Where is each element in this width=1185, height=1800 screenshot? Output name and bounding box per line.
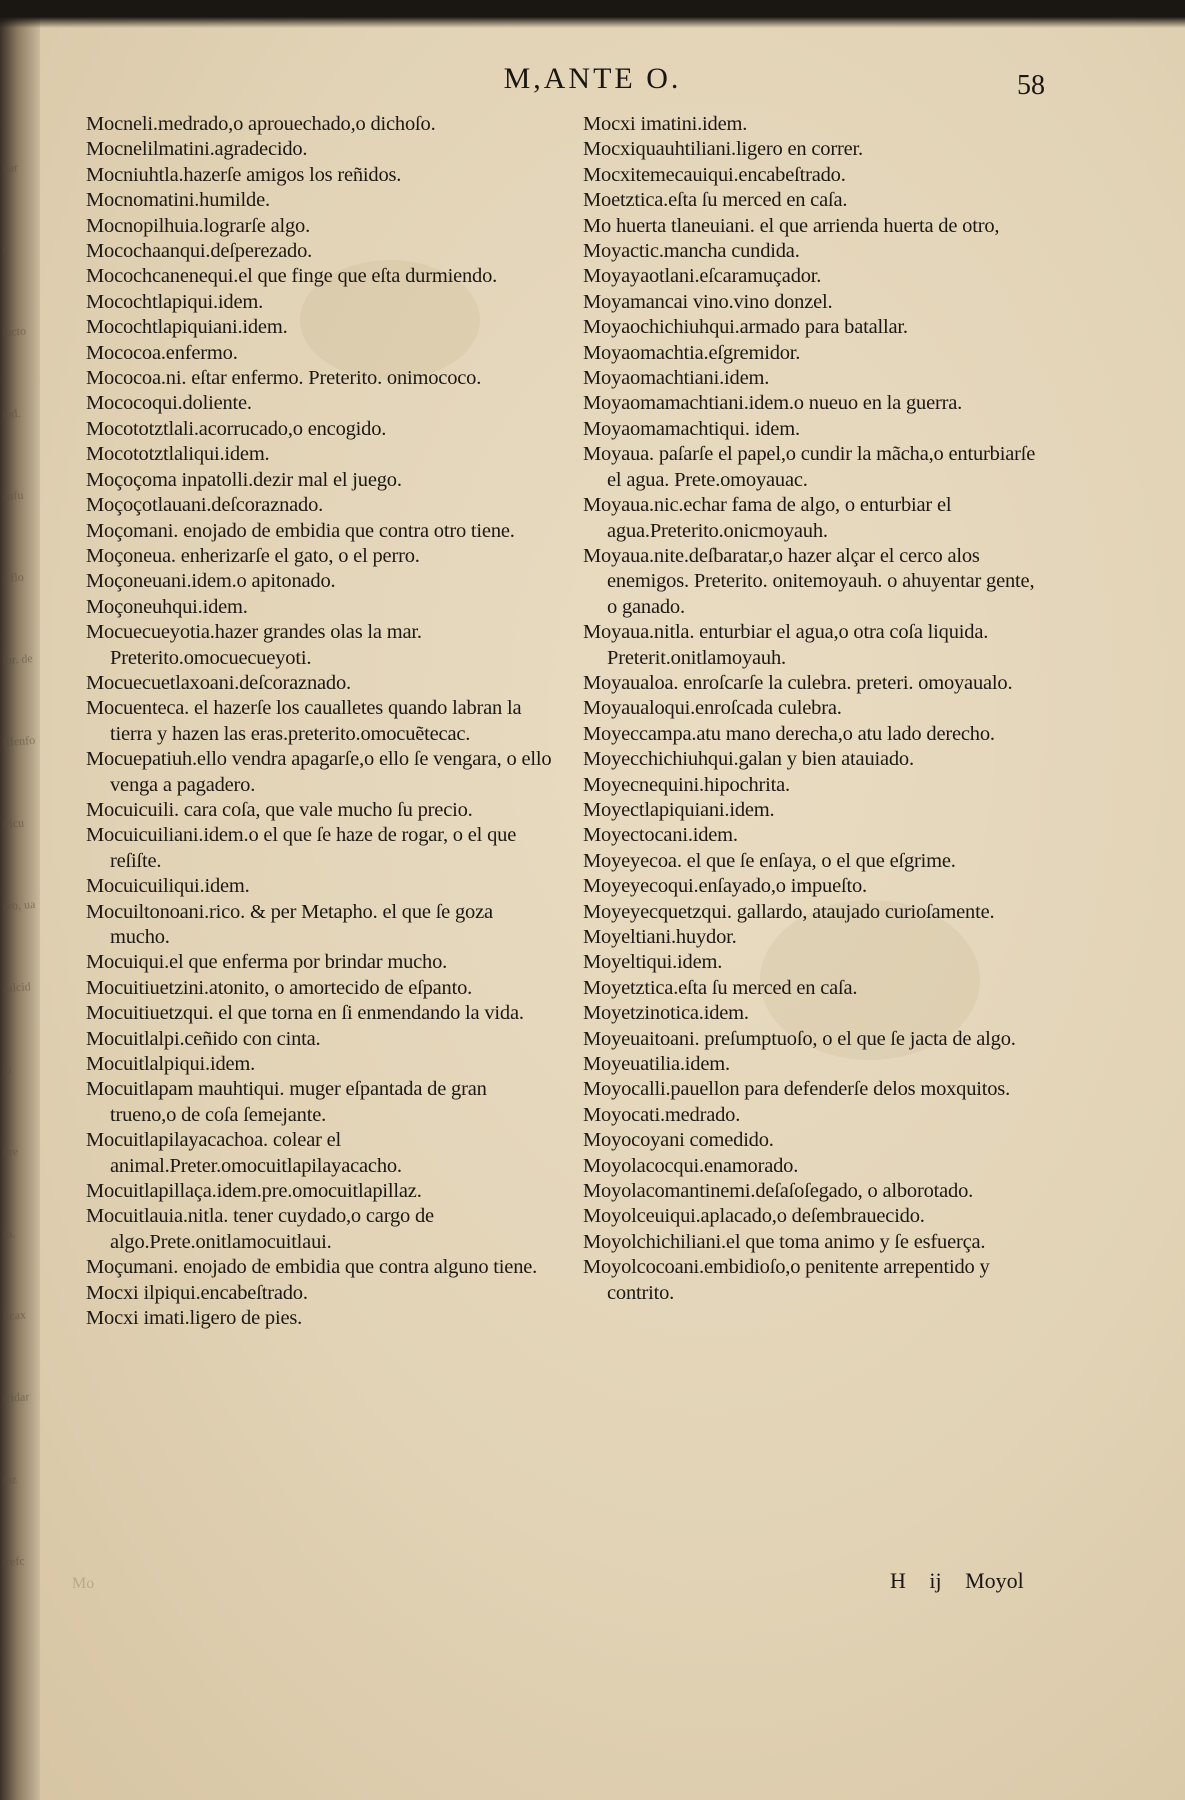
dictionary-entry: Moyeyecoa. el que ſe enſaya, o el que eſgrime. <box>583 849 956 872</box>
dictionary-entry: Moyactic.mancha cundida. <box>583 240 800 263</box>
margin-note: tcidar <box>1 1389 30 1406</box>
bleed-through-text: Mo <box>72 1575 95 1592</box>
dictionary-entry: Moyaomamachtiani.idem.o nueuo en la guerra. <box>583 392 963 415</box>
dictionary-entry: Mocototztlaliqui.idem. <box>86 443 270 466</box>
dictionary-entry: Mocuitlapillaça.idem.pre.omocuitlapillaz. <box>86 1180 422 1203</box>
dictionary-entry: Moyaualoa. enroſcarſe la culebra. preteri. omoyaualo. <box>583 671 1013 694</box>
dictionary-entry: Moyaomamachtiqui. idem. <box>583 417 800 440</box>
dictionary-entry: Moyaualoqui.enroſcada culebra. <box>583 697 842 720</box>
dictionary-entry: Moyeyecquetzqui. gallardo, ataujado curioſamente. <box>583 900 995 923</box>
dictionary-entry: Mocuitlapam mauhtiqui. muger eſpantada de gran trueno,o de coſa ſemejante. <box>86 1078 487 1126</box>
dictionary-entry: Moyayaotlani.eſcaramuçador. <box>583 265 822 288</box>
margin-note: Pre <box>1 1144 19 1160</box>
dictionary-entry: Moyolchichiliani.el que toma animo y ſe esfuerça. <box>583 1230 986 1253</box>
dictionary-entry: Moyolcocoani.embidioſo,o penitente arrepentido y contrito. <box>583 1256 990 1304</box>
margin-note: ficax <box>1 1307 27 1324</box>
dictionary-entry: Moyeltiqui.idem. <box>583 951 723 974</box>
dictionary-entry: Mocuenteca. el hazerſe los caualletes quando labran la tierra y hazen las eras.preterito.omocuẽtecac. <box>86 697 522 745</box>
margin-note: a flo <box>1 569 25 586</box>
margin-note: facto <box>1 323 27 340</box>
dictionary-entry: Moyamancai vino.vino donzel. <box>583 290 833 313</box>
running-head: M,ANTE O. <box>503 62 682 95</box>
dictionary-entry: Moyocalli.pauellon para defenderſe delos moxquitos. <box>583 1078 1011 1101</box>
left-column <box>86 112 556 1332</box>
dictionary-entry: Moyaua. paſarſe el papel,o cundir la mãcha,o enturbiarſe el agua. Prete.omoyauac. <box>583 443 1036 491</box>
dictionary-entry: Moyetztica.eſta ſu merced en caſa. <box>583 976 858 999</box>
dictionary-entry: Moyaua.nic.echar fama de algo, o enturbiar el agua.Preterito.onicmoyauh. <box>583 494 952 542</box>
dictionary-entry: Mocuitlalpi.ceñido con cinta. <box>86 1027 321 1050</box>
dictionary-entry: Moçoneuani.idem.o apitonado. <box>86 570 336 593</box>
dictionary-entry: Moyetzinotica.idem. <box>583 1002 749 1025</box>
dictionary-entry: Mocuitiuetzqui. el que torna en ſi enmendando la vida. <box>86 1002 524 1025</box>
margin-note: tricu <box>1 815 25 832</box>
dictionary-entry: Mocuepatiuh.ello vendra apagarſe,o ello ſe vengara, o ello venga a pagadero. <box>86 748 552 796</box>
dictionary-entry: Mocuecueyotia.hazer grandes olas la mar. Preterito.omocuecueyoti. <box>86 621 422 669</box>
right-column <box>583 112 1048 1306</box>
margin-note: enfu <box>1 487 24 504</box>
dictionary-entry: Moyolacomantinemi.deſaſoſegado, o alborotado. <box>583 1180 974 1203</box>
margin-note: fur. de <box>1 651 34 668</box>
dictionary-entry: Mocochtlapiqui.idem. <box>86 290 264 313</box>
dictionary-entry: Mocuitlauia.nitla. tener cuydado,o cargo de algo.Prete.onitlamocuitlaui. <box>86 1205 434 1253</box>
margin-notes <box>2 160 36 1640</box>
dictionary-entry: Mococoa.enfermo. <box>86 341 238 364</box>
dictionary-entry: Mocxi imati.ligero de pies. <box>86 1307 303 1330</box>
dictionary-entry: Mocochaanqui.deſperezado. <box>86 240 313 263</box>
margin-note: Iffenfo <box>1 732 36 750</box>
dictionary-entry: Mocuicuili. cara coſa, que vale mucho ſu precio. <box>86 798 473 821</box>
dictionary-entry: Mocxiquauhtiliani.ligero en correr. <box>583 138 863 161</box>
dictionary-entry: Moyaomachtiani.idem. <box>583 367 770 390</box>
page-top-edge <box>0 0 1185 28</box>
dictionary-entry: Mococoqui.doliente. <box>86 392 252 415</box>
dictionary-entry: Mocnomatini.humilde. <box>86 189 270 212</box>
dictionary-entry: Mocuicuiliani.idem.o el que ſe haze de rogar, o el que reſiſte. <box>86 824 517 872</box>
dictionary-entry: Mocniuhtla.hazerſe amigos los reñidos. <box>86 163 402 186</box>
footer-catchwords <box>890 1568 1040 1594</box>
dictionary-entry: Moyectlapiquiani.idem. <box>583 798 775 821</box>
dictionary-entry: Moyocati.medrado. <box>583 1103 741 1126</box>
dictionary-entry: Mocuicuiliqui.idem. <box>86 875 250 898</box>
dictionary-entry: Mocuitlapilayacachoa. colear el animal.Preter.omocuitlapilayacacho. <box>86 1129 402 1177</box>
dictionary-entry: Moyeccampa.atu mano derecha,o atu lado derecho. <box>583 722 995 745</box>
signature-mark: H ij <box>890 1568 942 1593</box>
margin-note: tud. <box>1 405 21 422</box>
dictionary-entry: Mococoa.ni. eſtar enfermo. Preterito. onimococo. <box>86 367 482 390</box>
dictionary-entry: Moyecnequini.hipochrita. <box>583 773 790 796</box>
dictionary-entry: Moçoneua. enherizarſe el gato, o el perro. <box>86 544 420 567</box>
dictionary-entry: Moyocoyani comedido. <box>583 1129 774 1152</box>
dictionary-entry: Moyeuatilia.idem. <box>583 1053 730 1076</box>
margin-note: nro, ua <box>1 896 36 914</box>
dictionary-entry: Moyeyecoqui.enſayado,o impueſto. <box>583 875 867 898</box>
dictionary-entry: Mocxitemecauiqui.encabeſtrado. <box>583 163 846 186</box>
dictionary-entry: Moçoçoma inpatolli.dezir mal el juego. <box>86 468 402 491</box>
margin-note: calcid <box>1 979 32 996</box>
dictionary-entry: Mocuiltonoani.rico. & per Metapho. el que ſe goza mucho. <box>86 900 493 948</box>
dictionary-entry: Mocnopilhuia.lograrſe algo. <box>86 214 311 237</box>
dictionary-entry: Mocototztlali.acorrucado,o encogido. <box>86 417 387 440</box>
dictionary-entry: Moçumani. enojado de embidia que contra alguno tiene. <box>86 1256 538 1279</box>
dictionary-entry: Moyaua.nite.deſbaratar,o hazer alçar el cerco alos enemigos. Preterito. onitemoyauh. o ahuyentar gente, o ganado. <box>583 544 1035 618</box>
dictionary-entry: Mocochcanenequi.el que finge que eſta durmiendo. <box>86 265 498 288</box>
margin-note: rrefc <box>1 1553 26 1570</box>
dictionary-entry: Moçomani. enojado de embidia que contra otro tiene. <box>86 519 515 542</box>
dictionary-entry: Moyolacocqui.enamorado. <box>583 1154 799 1177</box>
dictionary-entry: Moyeltiani.huydor. <box>583 926 737 948</box>
dictionary-entry: Mocuiqui.el que enferma por brindar mucho. <box>86 951 448 974</box>
dictionary-entry: Moyaochichiuhqui.armado para batallar. <box>583 316 908 339</box>
dictionary-entry: Moyaua.nitla. enturbiar el agua,o otra coſa liquida. Preterit.onitlamoyauh. <box>583 621 989 669</box>
dictionary-entry: Moyectocani.idem. <box>583 824 738 847</box>
dictionary-entry: Mocneli.medrado,o aprouechado,o dichoſo. <box>86 113 436 135</box>
margin-note: lo <box>1 1062 12 1078</box>
margin-note: fo. <box>1 1226 16 1242</box>
margin-note: ilar <box>1 160 19 176</box>
dictionary-entry: Moyecchichiuhqui.galan y bien atauiado. <box>583 748 914 771</box>
dictionary-entry: Mocxi ilpiqui.encabeſtrado. <box>86 1281 308 1304</box>
margin-note: toz <box>1 1472 18 1488</box>
margin-note: t. <box>1 242 9 258</box>
dictionary-entry: Mocuitiuetzini.atonito, o amortecido de eſpanto. <box>86 976 473 999</box>
dictionary-entry: Moetztica.eſta ſu merced en caſa. <box>583 189 848 212</box>
dictionary-entry: Mocuitlalpiqui.idem. <box>86 1053 256 1076</box>
dictionary-entry: Mocxi imatini.idem. <box>583 113 748 135</box>
dictionary-entry: Mocochtlapiquiani.idem. <box>86 316 288 339</box>
folio-number: 58 <box>1017 70 1045 101</box>
dictionary-entry: Moyaomachtia.eſgremidor. <box>583 341 801 364</box>
dictionary-entry: Mocnelilmatini.agradecido. <box>86 138 308 161</box>
dictionary-entry: Mocuecuetlaxoani.deſcoraznado. <box>86 671 351 694</box>
dictionary-entry: Moyeuaitoani. preſumptuoſo, o el que ſe jacta de algo. <box>583 1027 1016 1050</box>
catchword: Moyol <box>965 1568 1024 1593</box>
dictionary-entry: Moçoçotlauani.deſcoraznado. <box>86 494 324 517</box>
dictionary-entry: Mo huerta tlaneuiani. el que arrienda huerta de otro, <box>583 214 1000 237</box>
dictionary-entry: Moyolceuiqui.aplacado,o deſembrauecido. <box>583 1205 925 1228</box>
dictionary-entry: Moçoneuhqui.idem. <box>86 595 248 618</box>
